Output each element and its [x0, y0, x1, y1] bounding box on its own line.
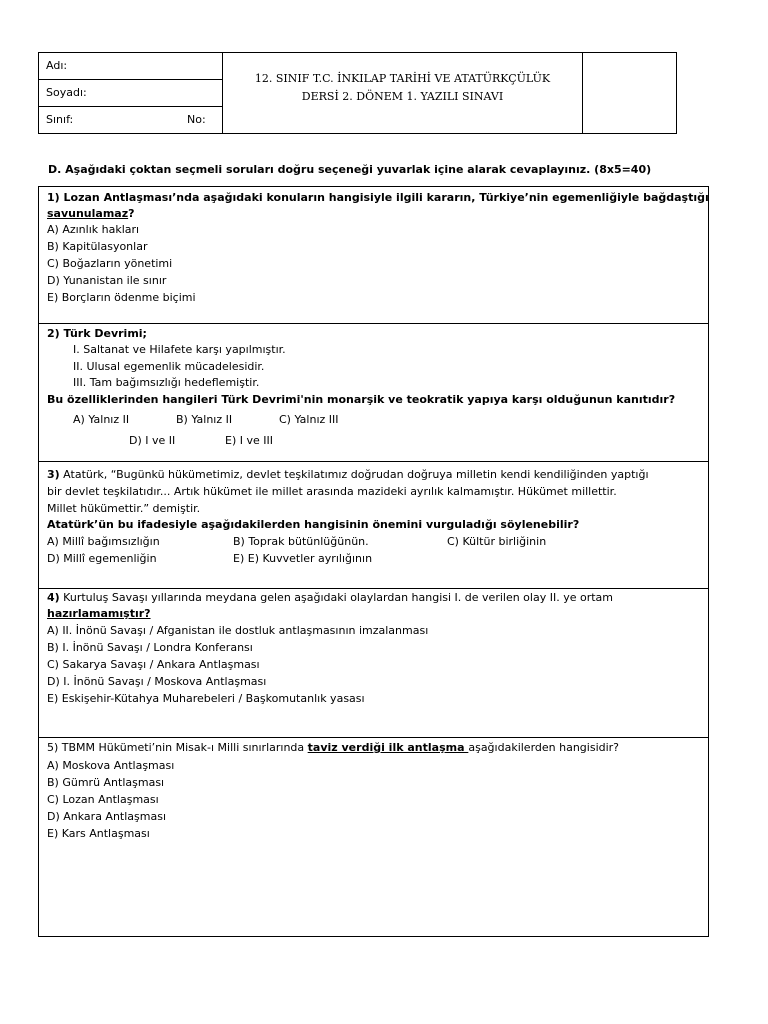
- option-d[interactable]: D) Ankara Antlaşması: [47, 810, 167, 823]
- statement-1: I. Saltanat ve Hilafete karşı yapılmıştır.: [73, 343, 286, 356]
- question-5-stem: 5) TBMM Hükümeti’nin Misak-ı Milli sınırlarında taviz verdiği ilk antlaşma aşağıdakilerden hangisidir?: [47, 741, 620, 754]
- question-3: [38, 461, 709, 589]
- option-b[interactable]: B) Toprak bütünlüğünün.: [233, 535, 369, 548]
- option-a[interactable]: A) II. İnönü Savaşı / Afganistan ile dostluk antlaşmasının imzalanması: [47, 624, 429, 637]
- option-d[interactable]: D) Millî egemenliğin: [47, 552, 157, 565]
- option-c[interactable]: C) Boğazların yönetimi: [47, 257, 173, 270]
- option-e[interactable]: E) I ve III: [225, 434, 273, 447]
- exam-title: 12. SINIF T.C. İNKILAP TARİHİ VE ATATÜRKÇÜLÜK DERSİ 2. DÖNEM 1. YAZILI SINAVI: [254, 72, 551, 103]
- option-a[interactable]: A) Moskova Antlaşması: [47, 759, 175, 772]
- option-c[interactable]: C) Sakarya Savaşı / Ankara Antlaşması: [47, 658, 260, 671]
- question-1: [38, 186, 709, 324]
- option-b[interactable]: B) Yalnız II: [176, 413, 233, 426]
- class-row: [39, 107, 222, 133]
- surname-row: [39, 80, 222, 107]
- option-a[interactable]: A) Yalnız II: [73, 413, 130, 426]
- name-row: [39, 53, 222, 80]
- question-1-stem: 1) Lozan Antlaşması’nda aşağıdaki konuların hangisiyle ilgili kararın, Türkiye’nin egemenliğiyle bağdaştığı: [47, 191, 709, 204]
- exam-title-column: [223, 53, 583, 133]
- question-3-line1: 3) Atatürk, “Bugünkü hükümetimiz, devlet teşkilatımız doğrudan doğruya milletin kendi kendiliğinden yaptığı: [47, 468, 649, 481]
- option-b[interactable]: B) I. İnönü Savaşı / Londra Konferansı: [47, 641, 253, 654]
- option-c[interactable]: C) Kültür birliğinin: [447, 535, 547, 548]
- question-3-question: Atatürk’ün bu ifadesiyle aşağıdakilerden hangisinin önemini vurguladığı söylenebilir?: [47, 518, 580, 531]
- question-1-stem-line2: savunulamaz?: [47, 207, 135, 220]
- option-e[interactable]: E) Borçların ödenme biçimi: [47, 291, 196, 304]
- option-d[interactable]: D) Yunanistan ile sınır: [47, 274, 167, 287]
- question-5: [38, 737, 709, 937]
- header-table: [38, 52, 677, 134]
- question-3-line2: bir devlet teşkilatıdır... Artık hükümet ile millet arasında mazideki ayrılık kalmamıştır. Hükümet millettir.: [47, 485, 617, 498]
- surname-label: Soyadı:: [46, 86, 87, 99]
- question-2: [38, 323, 709, 462]
- option-a[interactable]: A) Millî bağımsızlığın: [47, 535, 160, 548]
- option-c[interactable]: C) Yalnız III: [279, 413, 339, 426]
- statement-3: III. Tam bağımsızlığı hedeflemiştir.: [73, 376, 260, 389]
- option-c[interactable]: C) Lozan Antlaşması: [47, 793, 159, 806]
- question-4-line1: 4) Kurtuluş Savaşı yıllarında meydana gelen aşağıdaki olaylardan hangisi I. de verilen olay II. ye ortam: [47, 591, 613, 604]
- question-2-question: Bu özelliklerinden hangileri Türk Devrimi'nin monarşik ve teokratik yapıya karşı olduğunun kanıtıdır?: [47, 393, 676, 406]
- class-label: Sınıf:: [46, 113, 74, 126]
- option-a[interactable]: A) Azınlık hakları: [47, 223, 140, 236]
- question-4: [38, 588, 709, 738]
- question-3-line3: Millet hükümettir.” demiştir.: [47, 502, 201, 515]
- statement-2: II. Ulusal egemenlik mücadelesidir.: [73, 360, 265, 373]
- number-label: No:: [187, 113, 206, 126]
- option-d[interactable]: D) I. İnönü Savaşı / Moskova Antlaşması: [47, 675, 267, 688]
- option-b[interactable]: B) Kapitülasyonlar: [47, 240, 148, 253]
- question-4-line2: hazırlamamıştır?: [47, 607, 151, 620]
- section-instruction: D. Aşağıdaki çoktan seçmeli soruları doğru seçeneği yuvarlak içine alarak cevaplayınız. (8x5=40): [48, 163, 652, 176]
- student-info-column: [39, 53, 223, 133]
- option-d[interactable]: D) I ve II: [129, 434, 176, 447]
- option-e[interactable]: E) Eskişehir-Kütahya Muharebeleri / Başkomutanlık yasası: [47, 692, 365, 705]
- option-b[interactable]: B) Gümrü Antlaşması: [47, 776, 165, 789]
- name-label: Adı:: [46, 59, 68, 72]
- option-e[interactable]: E) E) Kuvvetler ayrılığının: [233, 552, 373, 565]
- option-e[interactable]: E) Kars Antlaşması: [47, 827, 150, 840]
- question-2-stem: 2) Türk Devrimi;: [47, 327, 147, 340]
